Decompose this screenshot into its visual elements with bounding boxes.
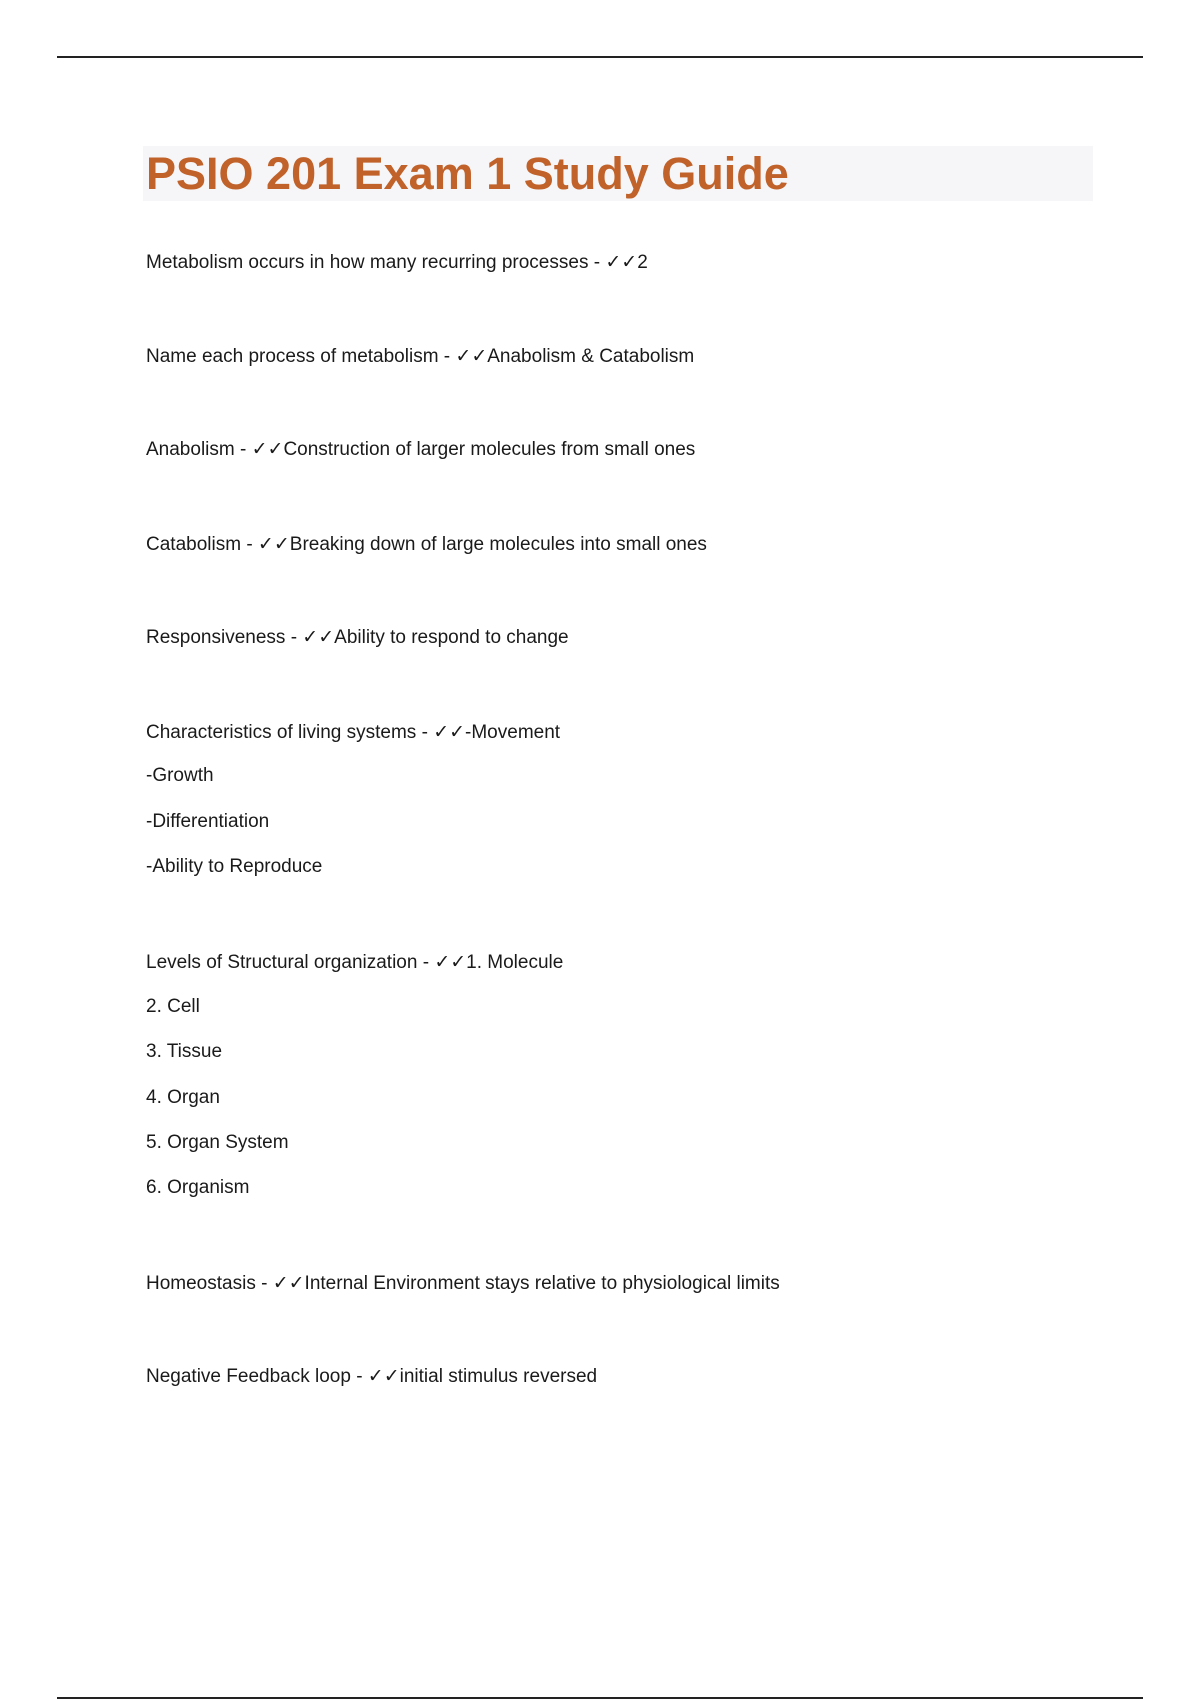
entry-term: Levels of Structural organization - xyxy=(146,952,435,973)
entry-anabolism xyxy=(146,437,695,462)
entry-answer: 1. Molecule xyxy=(466,952,564,973)
entry-answer: Construction of larger molecules from small ones xyxy=(283,439,696,460)
entry-term: Responsiveness - xyxy=(146,627,303,648)
double-check-icon: ✓✓ xyxy=(251,438,284,460)
bottom-divider xyxy=(57,1697,1143,1699)
entry-answer: Anabolism & Catabolism xyxy=(487,346,695,367)
entry-answer: Internal Environment stays relative to physiological limits xyxy=(304,1273,780,1294)
entry-answer: -Movement xyxy=(465,722,561,743)
entry-responsiveness xyxy=(146,625,569,650)
entry-homeostasis xyxy=(146,1271,780,1296)
double-check-icon: ✓✓ xyxy=(302,626,335,648)
entry-answer: initial stimulus reversed xyxy=(399,1366,598,1387)
list-item: 4. Organ xyxy=(146,1087,220,1108)
double-check-icon: ✓✓ xyxy=(455,345,488,367)
entry-term: Name each process of metabolism - xyxy=(146,346,456,367)
top-divider xyxy=(57,56,1143,58)
entry-term: Homeostasis - xyxy=(146,1273,273,1294)
entry-answer: 2 xyxy=(637,252,648,273)
document-title: PSIO 201 Exam 1 Study Guide xyxy=(146,148,789,199)
double-check-icon: ✓✓ xyxy=(257,533,290,555)
entry-term: Anabolism - xyxy=(146,439,252,460)
entry-answer: Breaking down of large molecules into small ones xyxy=(289,534,707,555)
list-item: 2. Cell xyxy=(146,996,200,1017)
double-check-icon: ✓✓ xyxy=(433,721,466,743)
double-check-icon: ✓✓ xyxy=(434,951,467,973)
entry-term: Negative Feedback loop - xyxy=(146,1366,368,1387)
double-check-icon: ✓✓ xyxy=(605,251,638,273)
double-check-icon: ✓✓ xyxy=(367,1365,400,1387)
entry-metabolism-names xyxy=(146,344,694,369)
list-item: 5. Organ System xyxy=(146,1132,289,1153)
list-item: -Growth xyxy=(146,765,214,786)
entry-term: Metabolism occurs in how many recurring processes - xyxy=(146,252,606,273)
entry-answer: Ability to respond to change xyxy=(334,627,569,648)
entry-structural-organization xyxy=(146,950,563,975)
entry-negative-feedback xyxy=(146,1364,597,1389)
double-check-icon: ✓✓ xyxy=(272,1272,305,1294)
list-item: -Differentiation xyxy=(146,811,270,832)
entry-metabolism-processes xyxy=(146,250,648,275)
entry-term: Catabolism - xyxy=(146,534,258,555)
entry-living-systems xyxy=(146,720,560,745)
list-item: -Ability to Reproduce xyxy=(146,856,323,877)
entry-term: Characteristics of living systems - xyxy=(146,722,434,743)
list-item: 3. Tissue xyxy=(146,1041,223,1062)
entry-catabolism xyxy=(146,532,707,557)
list-item: 6. Organism xyxy=(146,1177,250,1198)
